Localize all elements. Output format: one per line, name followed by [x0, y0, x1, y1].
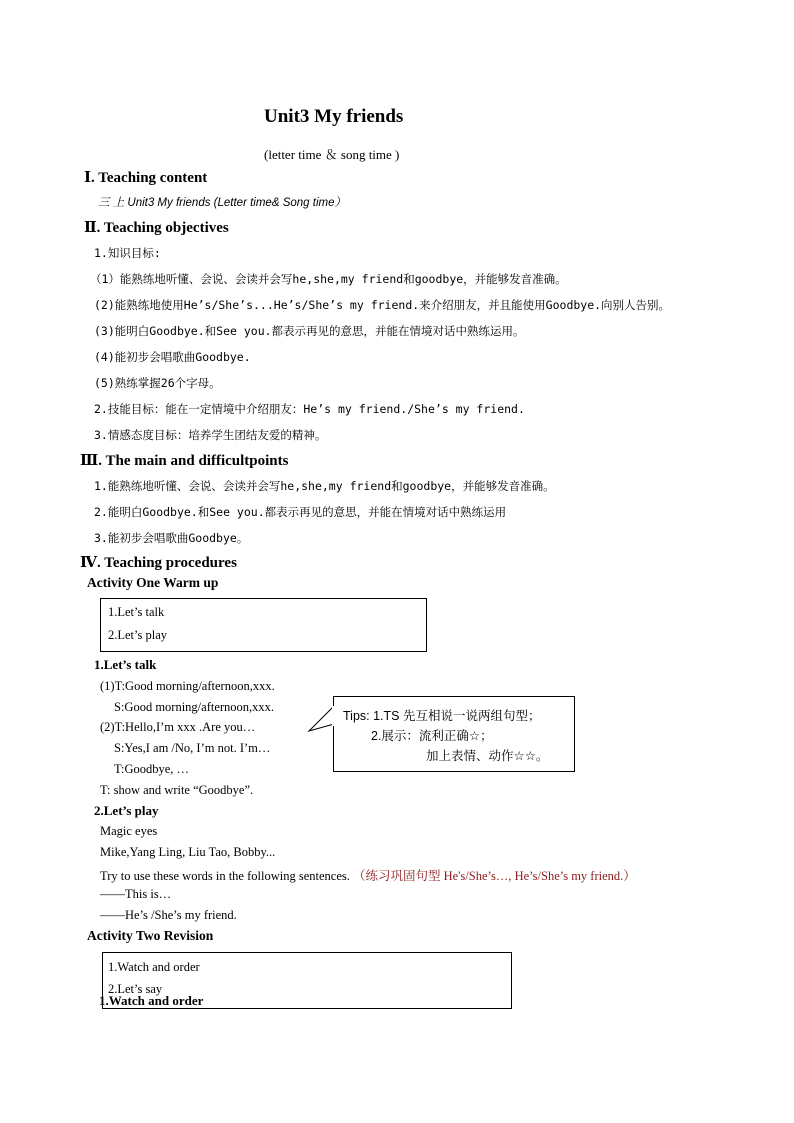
section-heading-procedures: Ⅳ. Teaching procedures [80, 555, 237, 571]
objective-line: 2.技能目标：能在一定情境中介绍朋友：He’s my friend./She’s my friend. [94, 402, 525, 416]
talk-line: (2)T:Hello,I’m xxx .Are you… [100, 720, 256, 734]
play-line: ——This is… [100, 887, 172, 901]
box-item: 2.Let’s say [108, 982, 163, 996]
talk-line: S:Yes,I am /No, I’m not. I’m… [114, 741, 271, 755]
talk-line: T:Goodbye, … [114, 762, 190, 776]
objective-line: 3.情感态度目标：培养学生团结友爱的精神。 [94, 428, 327, 442]
box-item: 2.Let’s play [108, 628, 168, 642]
play-heading: 2.Let’s play [94, 803, 159, 818]
point-line: 1.能熟练地听懂、会说、会读并会写he,she,my friend和goodbye，并能够发音准确。 [94, 479, 555, 493]
content-line: 三 上 Unit3 My friends (Letter time& Song time） [98, 197, 346, 209]
tips-callout [333, 696, 575, 772]
play-line: Mike,Yang Ling, Liu Tao, Bobby... [100, 845, 276, 859]
callout-join [332, 706, 335, 726]
page-subtitle: (letter time ＆ song time ) [264, 147, 400, 162]
objective-line: 1.知识目标: [94, 246, 161, 260]
point-line: 2.能明白Goodbye.和See you.都表示再见的意思，并能在情境对话中熟练运用 [94, 505, 507, 519]
tips-line: Tips: 1.TS 先互相说一说两组句型； [343, 709, 541, 723]
play-line [100, 866, 636, 884]
objective-line: (2)能熟练地使用He’s/She’s...He’s/She’s my friend.来介绍朋友，并且能使用Goodbye.向别人告别。 [94, 298, 671, 312]
play-line-red: （练习巩固句型 He's/She’s…, He’s/She’s my friend.） [352, 869, 636, 883]
talk-line: (1)T:Good morning/afternoon,xxx. [100, 679, 275, 693]
activity-two-heading: Activity Two Revision [87, 928, 214, 943]
play-line-black: Try to use these words in the following sentences. [100, 869, 353, 883]
point-line: 3.能初步会唱歌曲Goodbye。 [94, 531, 249, 545]
objective-line: （1）能熟练地听懂、会说、会读并会写he,she,my friend和goodbye，并能够发音准确。 [90, 272, 567, 286]
play-line: Magic eyes [100, 824, 158, 838]
tips-line: 2.展示：流利正确☆； [371, 729, 493, 743]
tips-line: 加上表情、动作☆☆。 [426, 749, 549, 763]
box-item: 1.Let’s talk [108, 605, 165, 619]
play-line: ——He’s /She’s my friend. [100, 908, 237, 922]
objective-line: (3)能明白Goodbye.和See you.都表示再见的意思，并能在情境对话中熟练运用。 [94, 324, 525, 338]
talk-heading: 1.Let’s talk [94, 657, 157, 672]
activity-one-box [100, 598, 427, 652]
box-item: 1.Watch and order [108, 960, 200, 974]
objective-line: (4)能初步会唱歌曲Goodbye. [94, 350, 251, 364]
page-title: Unit3 My friends [264, 106, 404, 127]
activity-one-heading: Activity One Warm up [87, 575, 219, 590]
watch-heading: 1.Watch and order [99, 993, 204, 1008]
section-heading-objectives: Ⅱ. Teaching objectives [84, 220, 229, 236]
objective-line: (5)熟练掌握26个字母。 [94, 376, 221, 390]
section-heading-points: Ⅲ. The main and difficultpoints [80, 453, 289, 469]
section-heading-content: Ⅰ. Teaching content [84, 170, 208, 186]
talk-line: S:Good morning/afternoon,xxx. [114, 700, 275, 714]
talk-line: T: show and write “Goodbye”. [100, 783, 254, 797]
